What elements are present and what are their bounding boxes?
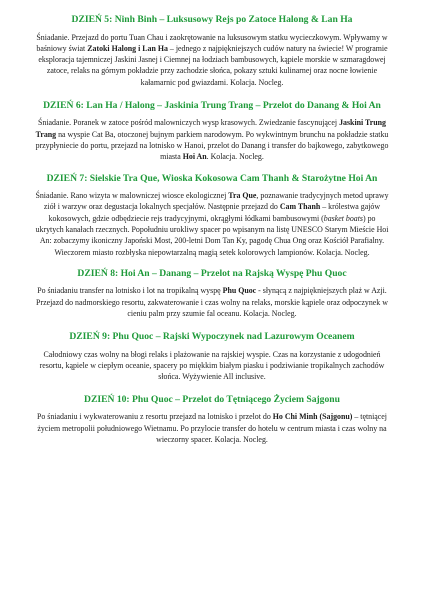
body-text-run: Śniadanie. Przejazd do portu Tuan Chau i zaokrętowanie na luksusowym statku wycieczkowym. Wpływamy w baśniowy świat: [36, 32, 388, 53]
body-text-run: Po śniadaniu i wykwaterowaniu z resortu przejazd na lotnisko i przelot do: [37, 412, 273, 422]
day-5-description: [34, 32, 390, 88]
highlighted-place-name: Hoi An: [182, 152, 207, 162]
day-6-section: [34, 100, 390, 163]
body-text-run: Po śniadaniu transfer na lotnisko i lot na tropikalną wyspę: [37, 286, 223, 296]
highlighted-place-name: Zatoki Halong i Lan Ha: [87, 43, 168, 53]
day-7-title: DZIEŃ 7: Sielskie Tra Que, Wioska Kokosowa Cam Thanh & Starożytne Hoi An: [46, 172, 378, 184]
day-8-description: [34, 285, 390, 319]
body-text-run: na wyspie Cat Ba, otoczonej bujnym parkiem narodowym. Po wykwintnym brunchu na pokładzie statku przypłyniecie do portu, przejazd na lotnisko w Hanoi, przelot do Danang i transfer do bajkowego, zabytkowego miasta: [35, 129, 389, 162]
body-text-run: . Kolacja. Nocleg.: [206, 152, 264, 162]
day-6-description: [34, 117, 390, 162]
day-10-title: DZIEŃ 10: Phu Quoc – Przelot do Tętniącego Życiem Sajgonu: [84, 393, 340, 405]
body-text-run: – tętniącej życiem metropolii południowego Wietnamu. Po przylocie transfer do hotelu w centrum miasta i czas wolny na wieczorny spacer. Kolacja. Nocleg.: [37, 412, 387, 444]
italic-term: basket boats: [323, 213, 363, 223]
highlighted-place-name: Ho Chi Minh (Sajgonu): [272, 412, 353, 422]
highlighted-place-name: Cam Thanh: [279, 202, 321, 212]
highlighted-place-name: Tra Que: [228, 191, 257, 201]
day-7-section: [34, 173, 390, 258]
day-10-description: [34, 411, 390, 445]
highlighted-place-name: Phu Quoc: [222, 286, 257, 296]
day-8-title: DZIEŃ 8: Hoi An – Danang – Przelot na Rajską Wyspę Phu Quoc: [77, 267, 347, 279]
body-text-run: , poznawanie tradycyjnych metod uprawy ziół i warzyw oraz degustacja lokalnych specjałów. Następnie przejazd do: [43, 191, 389, 212]
body-text-run: Całodniowy czas wolny na błogi relaks i plażowanie na rajskiej wyspie. Czas na korzystanie z udogodnień resortu, kąpiele w ciepłym oceanie, spacery po miękkim białym piasku i podziwianie tropikalnych zachodów słońca. Wyżywienie All inclusive.: [39, 349, 385, 382]
day-9-section: [34, 331, 390, 382]
day-5-title: DZIEŃ 5: Ninh Binh – Luksusowy Rejs po Zatoce Halong & Lan Ha: [71, 14, 353, 25]
body-text-run: – jednego z najpiękniejszych cudów natury na świecie! W programie eksploracja tajemniczej Jaskini Jasnej i Ciemnej na łodziach bambusowych, kąpiele morskie w szmaragdowej zatoce, relaks na górnym pokładzie przy zachodzie słońca, pokazy sztuki kulinarnej oraz nocne łowienie kałamarnic pod gwiazdami. Kolacja. Nocleg.: [38, 43, 388, 87]
day-9-title: DZIEŃ 9: Phu Quoc – Rajski Wypoczynek nad Lazurowym Oceanem: [69, 331, 355, 343]
body-text-run: Śniadanie. Rano wizyta w malowniczej wiosce ekologicznej: [35, 191, 229, 201]
day-10-section: [34, 394, 390, 445]
body-text-run: ) po ukrytych kanałach rzecznych. Popołudniu urokliwy spacer po wpisanym na listę UNESCO Starym Mieście Hoi An: zobaczymy ikoniczny Japoński Most, 200-letni Dom Tan Ky, pagodę Chua Ong oraz Kościół Parafialny. Wieczorem miasto rozbłyska niepowtarzalną magią setek kolorowych lampionów. Kolacja. Nocleg.: [35, 213, 389, 257]
day-7-description: [34, 190, 390, 258]
day-9-description: [34, 349, 390, 383]
day-5-section: [34, 14, 390, 88]
highlighted-place-name: Jaskini Trung Trang: [35, 118, 386, 139]
body-text-run: - słynącą z najpiękniejszych plaż w Azji. Przejazd do nadmorskiego resortu, zakwaterowanie i czas wolny na relaks, morskie kąpiele oraz odpoczynek w cieniu palm przy szumie fal oceanu. Kolacja. Nocleg.: [36, 286, 388, 319]
body-text-run: Śniadanie. Poranek w zatoce pośród malowniczych wysp krasowych. Zwiedzanie fascynującej: [38, 118, 340, 128]
day-8-section: [34, 268, 390, 319]
body-text-run: – królestwa gajów kokosowych, gdzie odbędziecie rejs tradycyjnymi, okrągłymi łódkami bambusowymi (: [48, 202, 381, 223]
day-6-title: DZIEŃ 6: Lan Ha / Halong – Jaskinia Trung Trang – Przelot do Danang & Hoi An: [43, 99, 381, 111]
